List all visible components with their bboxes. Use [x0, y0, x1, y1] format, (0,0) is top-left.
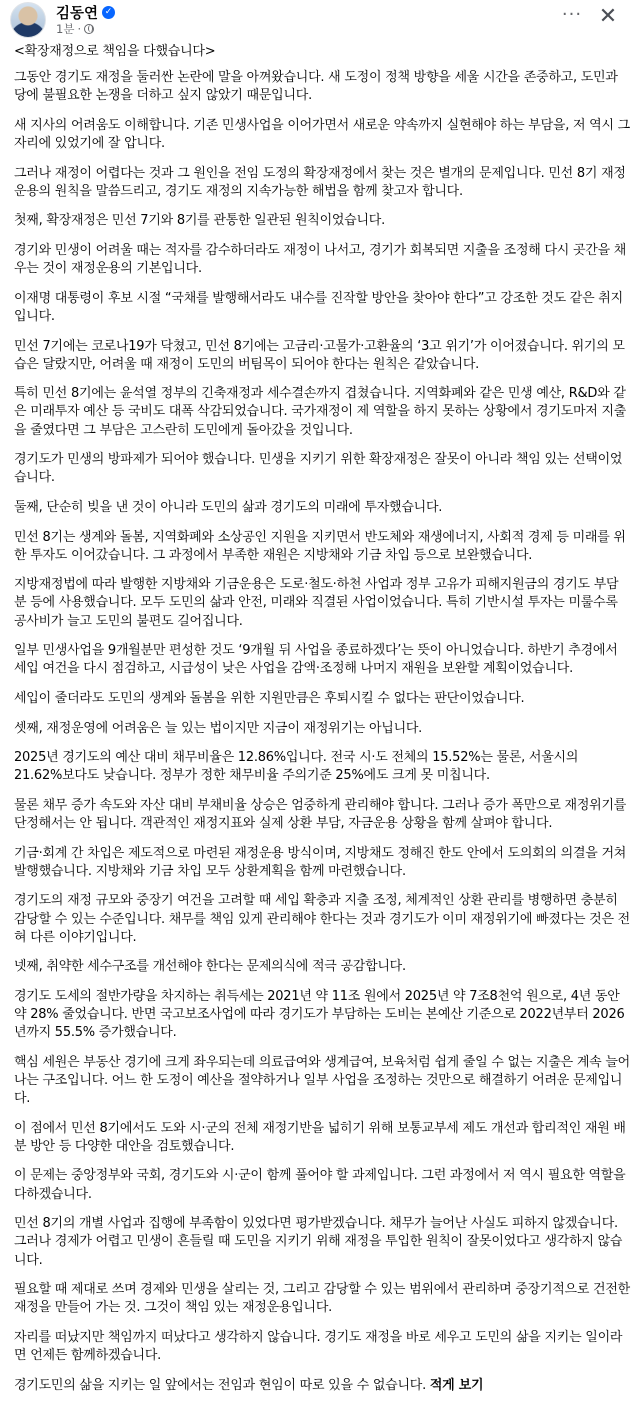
- post-paragraph: 경기도의 재정 규모와 중장기 여건을 고려할 때 세입 확충과 지출 조정, 체계적인 상환 관리를 병행하면 충분히 감당할 수 있는 수준입니다. 채무를 책임 있게 관리해야 한다는 것과 경기도가 이미 재정위기에 빠졌다는 것은 전혀 다른 이야기입니다.: [14, 893, 630, 945]
- more-options-button[interactable]: ···: [561, 4, 583, 25]
- post-paragraph: 일부 민생사업을 9개월분만 편성한 것도 ‘9개월 뒤 사업을 종료하겠다’는 뜻이 아니었습니다. 하반기 추경에서 세입 여건을 다시 점검하고, 시급성이 낮은 사업을 감액·조정해 나머지 재원을 보완할 계획이었습니다.: [14, 643, 618, 677]
- post-paragraph: 둘째, 단순히 빚을 낸 것이 아니라 도민의 삶과 경기도의 미래에 투자했습니다.: [14, 499, 443, 515]
- post-paragraph: 새 지사의 어려움도 이해합니다. 기존 민생사업을 이어가면서 새로운 약속까지 실현해야 하는 부담을, 저 역시 그 자리에 있었기에 잘 압니다.: [14, 117, 630, 152]
- post-paragraph: 이 점에서 민선 8기에서도 도와 시·군의 전체 재정기반을 넓히기 위해 보통교부세 제도 개선과 합리적인 재원 배분 방안 등 다양한 대안을 검토했습니다.: [14, 1120, 626, 1154]
- post-paragraph: 그러나 재정이 어렵다는 것과 그 원인을 전임 도정의 확장재정에서 찾는 것은 별개의 문제입니다. 민선 8기 재정운용의 원칙을 말씀드리고, 경기도 재정의 지속가능한 해법을 함께 찾고자 합니다.: [14, 165, 626, 199]
- verified-badge-icon: ✓: [102, 6, 115, 19]
- globe-icon[interactable]: [84, 24, 94, 34]
- see-less-link[interactable]: 적게 보기: [429, 1377, 484, 1393]
- post-paragraph: 이재명 대통령이 후보 시절 “국채를 발행해서라도 내수를 진작할 방안을 찾아야 한다”고 강조한 것도 같은 취지입니다.: [14, 290, 623, 324]
- post-paragraph: 2025년 경기도의 예산 대비 채무비율은 12.86%입니다. 전국 시·도 전체의 15.52%는 물론, 서울시의 21.62%보다도 낮습니다. 정부가 정한 채무비율 주의기준 25%에도 크게 못 미칩니다.: [14, 750, 579, 784]
- post-paragraph: 필요할 때 제대로 쓰며 경제와 민생을 살리는 것, 그리고 감당할 수 있는 범위에서 관리하며 중장기적으로 건전한 재정을 만들어 가는 것. 그것이 책임 있는 재정운용입니다.: [14, 1282, 630, 1316]
- post-last-paragraph: [14, 1377, 630, 1395]
- meta-separator: ·: [77, 22, 82, 36]
- post-paragraph: 경기도가 민생의 방파제가 되어야 했습니다. 민생을 지키기 위한 확장재정은 잘못이 아니라 책임 있는 선택이었습니다.: [14, 452, 623, 486]
- post-paragraph: 넷째, 취약한 세수구조를 개선해야 한다는 문제의식에 적극 공감합니다.: [14, 959, 406, 975]
- post-paragraph: 세입이 줄더라도 도민의 생계와 돌봄을 위한 지원만큼은 후퇴시킬 수 없다는 판단이었습니다.: [14, 690, 525, 706]
- post-paragraph: 핵심 세원은 부동산 경기에 크게 좌우되는데 의료급여와 생계급여, 보육처럼 쉽게 줄일 수 없는 지출은 계속 늘어나는 구조입니다. 어느 한 도정이 예산을 절약하거나 일부 사업을 조정하는 것만으로 해결하기 어려운 문제입니다.: [14, 1054, 630, 1107]
- post-paragraph: 특히 민선 8기에는 윤석열 정부의 긴축재정과 세수결손까지 겹쳤습니다. 지역화폐와 같은 민생 예산, R&D와 같은 미래투자 예산 등 국비도 대폭 삭감되었습니다. 국가재정이 제 역할을 하지 못하는 상황에서 경기도마저 지출을 줄였다면 그 부담은 고스란히 도민에게 돌아갔을 것입니다.: [14, 386, 627, 438]
- close-button[interactable]: ✕: [598, 4, 618, 29]
- post-header: [0, 0, 640, 40]
- post-body: [14, 43, 630, 1406]
- post-paragraph: 자리를 떠났지만 책임까지 떠났다고 생각하지 않습니다. 경기도 재정을 바로 세우고 도민의 삶을 지키는 일이라면 언제든 함께하겠습니다.: [14, 1329, 623, 1364]
- post-paragraph: 셋째, 재정운영에 어려움은 늘 있는 법이지만 지금이 재정위기는 아닙니다.: [14, 720, 423, 736]
- post-paragraph: 민선 8기의 개별 사업과 집행에 부족함이 있었다면 평가받겠습니다. 채무가 늘어난 사실도 피하지 않겠습니다. 그러나 경제가 어렵고 민생이 흔들릴 때 도민을 지키기 위해 재정을 투입한 원칙이 잘못이었다고 생각하지 않습니다.: [14, 1216, 623, 1268]
- post-paragraph: 이 문제는 중앙정부와 국회, 경기도와 시·군이 함께 풀어야 할 과제입니다. 그런 과정에서 저 역시 필요한 역할을 다하겠습니다.: [14, 1168, 626, 1202]
- post-paragraph: 경기도 도세의 절반가량을 차지하는 취득세는 2021년 약 11조 원에서 2025년 약 7조8천억 원으로, 4년 동안 약 28% 줄었습니다. 반면 국고보조사업에 따라 경기도가 부담하는 도비는 본예산 기준으로 2022년부터 2026년까지 55.5% 증가했습니다.: [14, 988, 625, 1041]
- author-avatar[interactable]: [10, 2, 46, 38]
- post-paragraph: 그동안 경기도 재정을 둘러싼 논란에 말을 아껴왔습니다. 새 도정이 정책 방향을 세울 시간을 존중하고, 도민과 당에 불필요한 논쟁을 더하고 싶지 않았기 때문입니다.: [14, 70, 618, 104]
- post-paragraph: 민선 7기에는 코로나19가 닥쳤고, 민선 8기에는 고금리·고물가·고환율의 ‘3고 위기’가 이어졌습니다. 위기의 모습은 달랐지만, 어려울 때 재정이 도민의 버팀목이 되어야 한다는 원칙은 같았습니다.: [14, 338, 625, 372]
- post-paragraph: 첫째, 확장재정은 민선 7기와 8기를 관통한 일관된 원칙이었습니다.: [14, 213, 385, 229]
- author-row: [56, 2, 115, 23]
- author-name[interactable]: 김동연: [56, 6, 99, 22]
- post-time[interactable]: 1분: [56, 22, 75, 36]
- post-paragraph: 민선 8기는 생계와 돌봄, 지역화폐와 소상공인 지원을 지키면서 반도체와 재생에너지, 사회적 경제 등 미래를 위한 투자도 이어갔습니다. 그 과정에서 부족한 재원은 지방채와 기금 차입 등으로 보완했습니다.: [14, 529, 626, 563]
- post-paragraph: 경기와 민생이 어려울 때는 적자를 감수하더라도 재정이 나서고, 경기가 회복되면 지출을 조정해 다시 곳간을 채우는 것이 재정운용의 기본입니다.: [14, 243, 627, 277]
- post-meta: [56, 21, 94, 37]
- post-paragraph: 물론 채무 증가 속도와 자산 대비 부채비율 상승은 엄중하게 관리해야 합니다. 그러나 증가 폭만으로 재정위기를 단정해서는 안 됩니다. 객관적인 재정지표와 실제 상환 부담, 자금운용 상황을 함께 살펴야 합니다.: [14, 797, 627, 831]
- post-paragraph: 기금·회계 간 차입은 제도적으로 마련된 재정운용 방식이며, 지방채도 정해진 한도 안에서 도의회의 의결을 거쳐 발행했습니다. 지방채와 기금 차입 모두 상환계획을 함께 마련했습니다.: [14, 845, 627, 879]
- post-title: <확장재정으로 책임을 다했습니다>: [14, 44, 216, 59]
- post-paragraph: 지방재정법에 따라 발행한 지방채와 기금운용은 도로·철도·하천 사업과 정부 고유가 피해지원금의 경기도 부담분 등에 사용했습니다. 모두 도민의 삶과 안전, 미래와 직결된 사업이었습니다. 특히 기반시설 투자는 미룰수록 공사비가 늘고 도민의 불편도 길어집니다.: [14, 577, 619, 629]
- post-paragraph-text: 경기도민의 삶을 지키는 일 앞에서는 전임과 현임이 따로 있을 수 없습니다.: [14, 1377, 426, 1393]
